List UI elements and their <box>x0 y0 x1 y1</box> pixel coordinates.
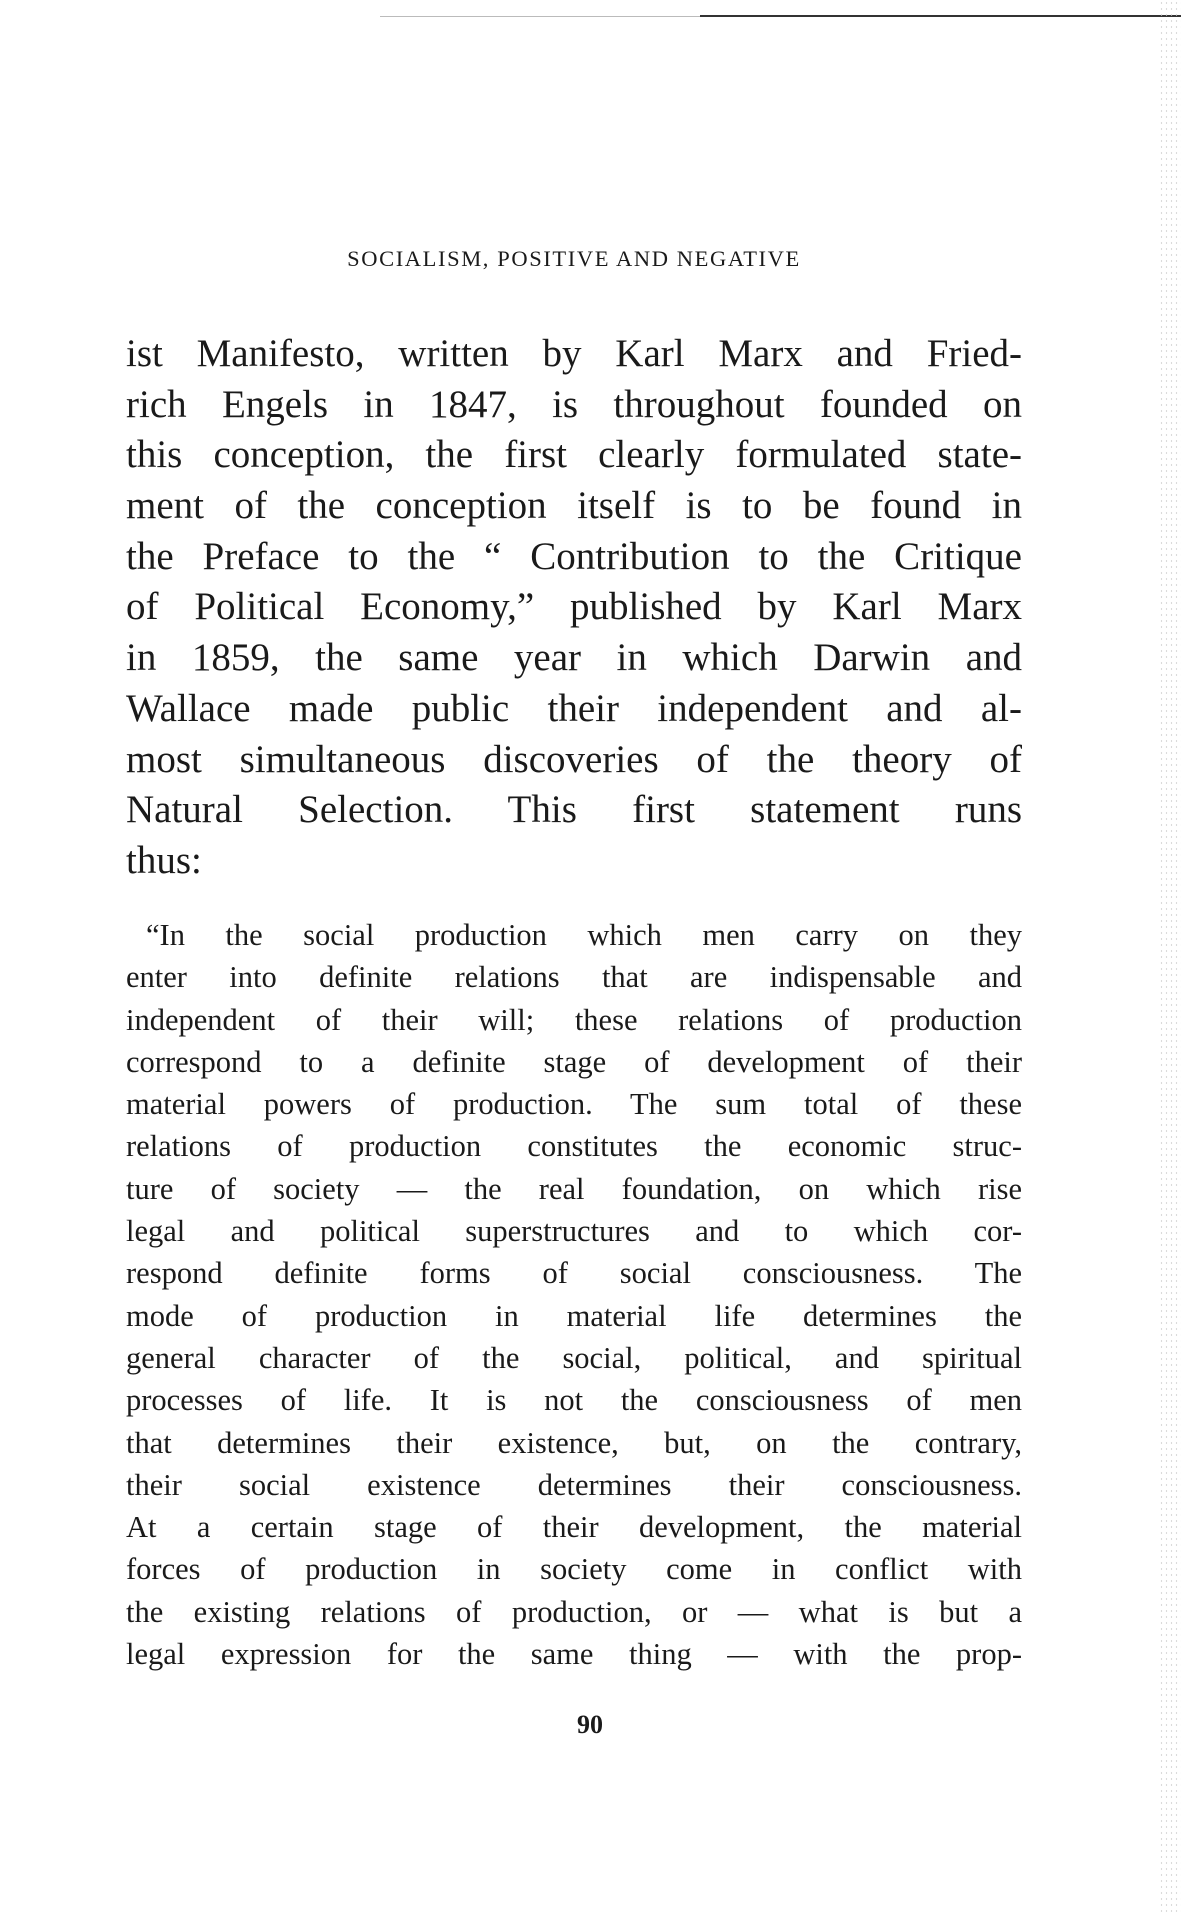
page-number: 90 <box>577 1710 603 1739</box>
text-line: relations of production constitutes the economic struc- <box>126 1129 1022 1164</box>
text-line: the Preface to the “ Contribution to the Critique <box>126 534 1022 578</box>
text-line: that determines their existence, but, on the contrary, <box>126 1425 1022 1460</box>
text-line: the existing relations of production, or — what is but a <box>126 1594 1022 1629</box>
text-line: thus: <box>126 838 202 882</box>
top-rule-dark <box>700 15 1181 17</box>
text-line: rich Engels in 1847, is throughout founded on <box>126 382 1022 426</box>
text-line: material powers of production. The sum total of these <box>126 1087 1022 1122</box>
text-line: “In the social production which men carry on they <box>146 918 1022 952</box>
main-paragraph <box>126 329 1022 887</box>
text-line: processes of life. It is not the consciousness of men <box>126 1383 1022 1418</box>
text-line: in 1859, the same year in which Darwin and <box>126 636 1022 680</box>
text-line: Natural Selection. This first statement runs <box>126 788 1022 832</box>
text-line: most simultaneous discoveries of the theory of <box>126 737 1022 781</box>
text-line: enter into definite relations that are indispensable and <box>126 960 1022 995</box>
text-line: At a certain stage of their development, the material <box>126 1510 1022 1545</box>
text-line: independent of their will; these relations of production <box>126 1002 1022 1037</box>
text-line: ist Manifesto, written by Karl Marx and Fried- <box>126 332 1022 375</box>
text-line: respond definite forms of social consciousness. The <box>126 1256 1022 1291</box>
text-line: correspond to a definite stage of development of their <box>126 1044 1022 1079</box>
text-line: Wallace made public their independent and al- <box>126 686 1022 730</box>
text-line: general character of the social, political, and spiritual <box>126 1340 1022 1375</box>
text-line: ture of society — the real foundation, on which rise <box>126 1171 1022 1206</box>
text-line: mode of production in material life determines the <box>126 1298 1022 1333</box>
text-line: their social existence determines their consciousness. <box>126 1467 1022 1502</box>
text-line: ment of the conception itself is to be found in <box>126 484 1022 528</box>
page-edge-scan-noise <box>1159 0 1181 1914</box>
block-quote <box>126 914 1022 1675</box>
text-line: of Political Economy,” published by Karl Marx <box>126 585 1022 629</box>
text-line: forces of production in society come in conflict with <box>126 1552 1022 1587</box>
running-head: SOCIALISM, POSITIVE AND NEGATIVE <box>347 246 801 271</box>
text-line: this conception, the first clearly formulated state- <box>126 433 1022 477</box>
text-line: legal and political superstructures and to which cor- <box>126 1214 1022 1249</box>
text-line: legal expression for the same thing — with the prop- <box>126 1637 1022 1672</box>
